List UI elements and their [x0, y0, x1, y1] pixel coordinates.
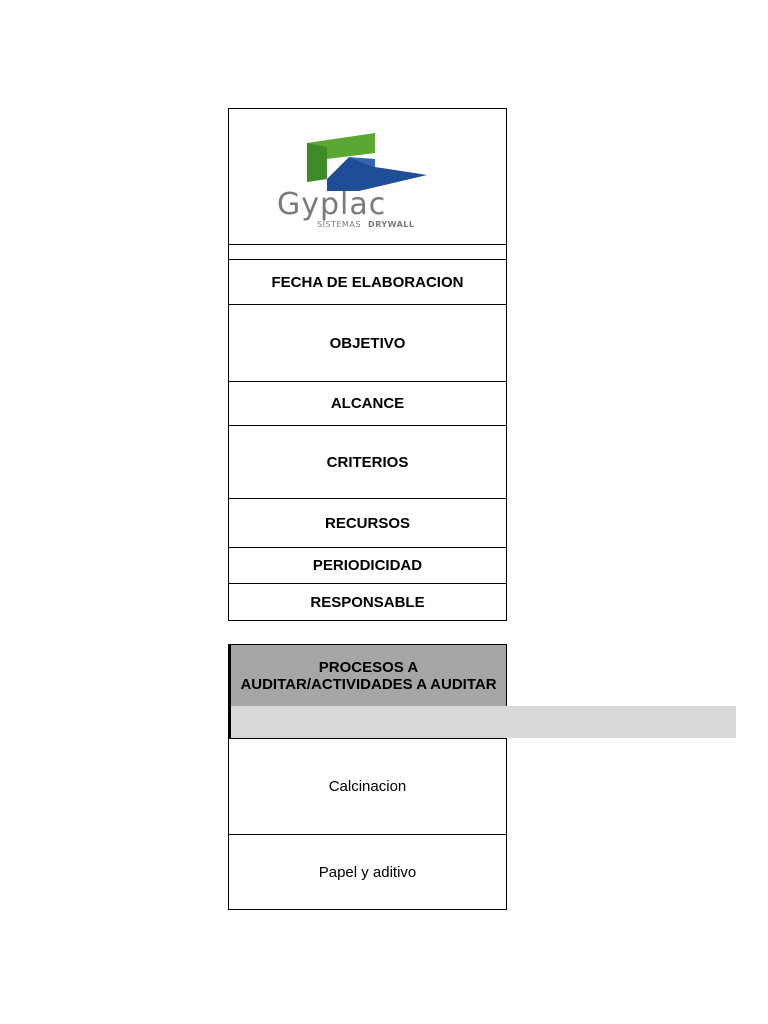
logo-blue-shape — [327, 157, 427, 191]
process-table-header — [228, 644, 507, 708]
company-logo-box — [228, 108, 507, 245]
process-header-line2: AUDITAR/ACTIVIDADES A AUDITAR — [240, 676, 497, 693]
field-objetivo: OBJETIVO — [228, 304, 507, 382]
logo-green-shape-dark — [307, 143, 327, 182]
field-fecha-elaboracion: FECHA DE ELABORACION — [228, 259, 507, 305]
process-row-papel-aditivo: Papel y aditivo — [228, 834, 507, 910]
field-criterios: CRITERIOS — [228, 425, 507, 499]
gyplac-logo — [229, 109, 506, 244]
logo-brand-text: Gyplac — [277, 187, 387, 222]
logo-tagline-light: SISTEMAS — [317, 220, 361, 229]
field-periodicidad: PERIODICIDAD — [228, 547, 507, 584]
field-responsable: RESPONSABLE — [228, 583, 507, 621]
process-row-calcinacion: Calcinacion — [228, 738, 507, 835]
process-header-line1: PROCESOS A — [318, 659, 419, 676]
logo-tagline-bold: DRYWALL — [367, 220, 415, 229]
process-table-gray-band — [228, 706, 736, 738]
field-recursos: RECURSOS — [228, 498, 507, 548]
field-alcance: ALCANCE — [228, 381, 507, 426]
logo-spacer-strip — [228, 244, 507, 260]
